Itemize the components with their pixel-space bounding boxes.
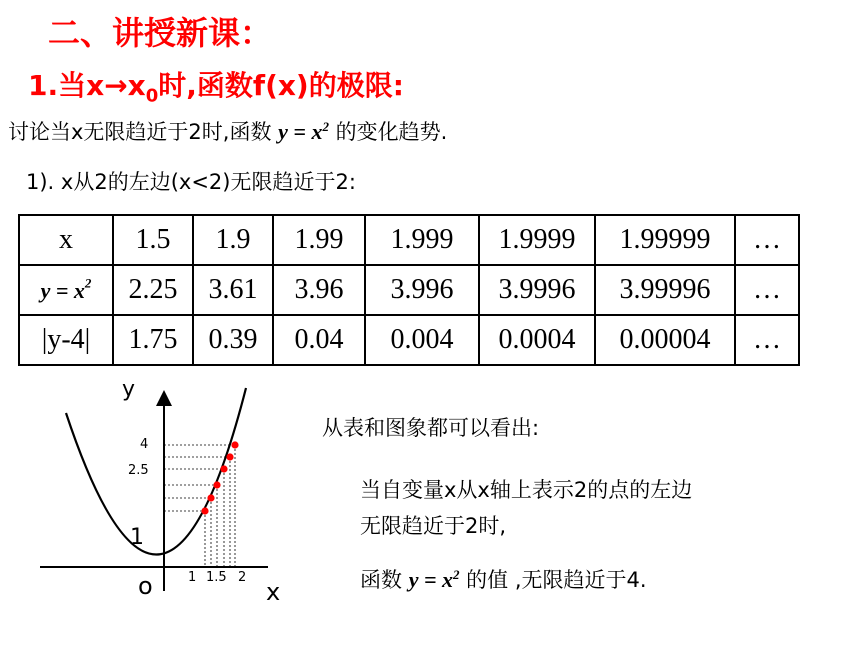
case-heading: 1). x从2的左边(x<2)无限趋近于2: bbox=[26, 170, 356, 194]
conclusion-before: 函数 bbox=[360, 568, 409, 592]
parabola-curve bbox=[66, 388, 246, 555]
values-table bbox=[18, 214, 800, 366]
table-cell: 3.96 bbox=[273, 265, 365, 315]
row-formula: y = x bbox=[40, 278, 85, 303]
table-cell: 1.9 bbox=[193, 215, 273, 265]
x-tick-1.5: 1.5 bbox=[206, 570, 227, 585]
sample-point bbox=[213, 481, 220, 488]
table-row-y bbox=[19, 265, 799, 315]
sample-point bbox=[201, 507, 208, 514]
discussion-after: 的变化趋势. bbox=[328, 120, 448, 144]
conclusion-exponent: 2 bbox=[453, 567, 460, 582]
table-cell: 3.996 bbox=[365, 265, 479, 315]
table-cell: 1.75 bbox=[113, 315, 193, 365]
sample-point bbox=[226, 453, 233, 460]
discussion-formula: y = x bbox=[278, 119, 323, 144]
table-cell: 1.999 bbox=[365, 215, 479, 265]
parabola-graph bbox=[30, 376, 300, 611]
table-cell: |y-4| bbox=[19, 315, 113, 365]
sample-point bbox=[231, 441, 238, 448]
observation-line-1: 当自变量x从x轴上表示2的点的左边 bbox=[360, 478, 693, 502]
table-cell: 3.61 bbox=[193, 265, 273, 315]
sample-point bbox=[220, 465, 227, 472]
page-title: 二、讲授新课： bbox=[48, 14, 273, 52]
section-prefix: 1.当 bbox=[28, 69, 87, 102]
table-row-x bbox=[19, 215, 799, 265]
table-cell: x bbox=[19, 215, 113, 265]
table-cell: 0.004 bbox=[365, 315, 479, 365]
row-formula-exponent: 2 bbox=[84, 275, 92, 291]
table-cell: 2.25 bbox=[113, 265, 193, 315]
table-cell: … bbox=[735, 215, 799, 265]
table-cell-formula bbox=[19, 265, 113, 315]
table-cell: 0.0004 bbox=[479, 315, 595, 365]
origin-label: o bbox=[138, 572, 153, 600]
section-x0: x bbox=[127, 69, 146, 102]
y-tick-2.5: 2.5 bbox=[128, 463, 149, 478]
x-tick-2: 2 bbox=[238, 570, 247, 585]
table-cell: 1.99999 bbox=[595, 215, 735, 265]
section-heading bbox=[28, 64, 404, 107]
discussion-before: 讨论当x无限趋近于2时,函数 bbox=[8, 120, 279, 144]
table-cell: 3.99996 bbox=[595, 265, 735, 315]
y-tick-4: 4 bbox=[140, 437, 149, 452]
observation-line-3 bbox=[360, 564, 647, 594]
section-arrow: → bbox=[104, 69, 128, 102]
table-cell: 0.00004 bbox=[595, 315, 735, 365]
table-cell: … bbox=[735, 315, 799, 365]
discussion-exponent: 2 bbox=[322, 119, 329, 134]
table-cell: … bbox=[735, 265, 799, 315]
observation-intro: 从表和图象都可以看出: bbox=[322, 416, 540, 440]
y-tick-1: 1 bbox=[130, 525, 144, 550]
table-cell: 1.99 bbox=[273, 215, 365, 265]
conclusion-after: 的值 ,无限趋近于4. bbox=[459, 568, 647, 592]
discussion-text bbox=[8, 116, 447, 146]
sample-point bbox=[207, 494, 214, 501]
table-cell: 3.9996 bbox=[479, 265, 595, 315]
x-axis-label: x bbox=[266, 578, 281, 606]
y-axis-label: y bbox=[122, 377, 136, 402]
table-cell: 0.04 bbox=[273, 315, 365, 365]
conclusion-formula: y = x bbox=[408, 567, 453, 592]
section-suffix: 时,函数f(x)的极限: bbox=[158, 69, 404, 102]
table-cell: 1.9999 bbox=[479, 215, 595, 265]
table-row-diff bbox=[19, 315, 799, 365]
table-cell: 1.5 bbox=[113, 215, 193, 265]
section-subscript: 0 bbox=[145, 85, 159, 107]
table-cell: 0.39 bbox=[193, 315, 273, 365]
x-tick-1: 1 bbox=[188, 570, 197, 585]
observation-line-2: 无限趋近于2时, bbox=[360, 514, 507, 538]
section-x: x bbox=[86, 69, 105, 102]
